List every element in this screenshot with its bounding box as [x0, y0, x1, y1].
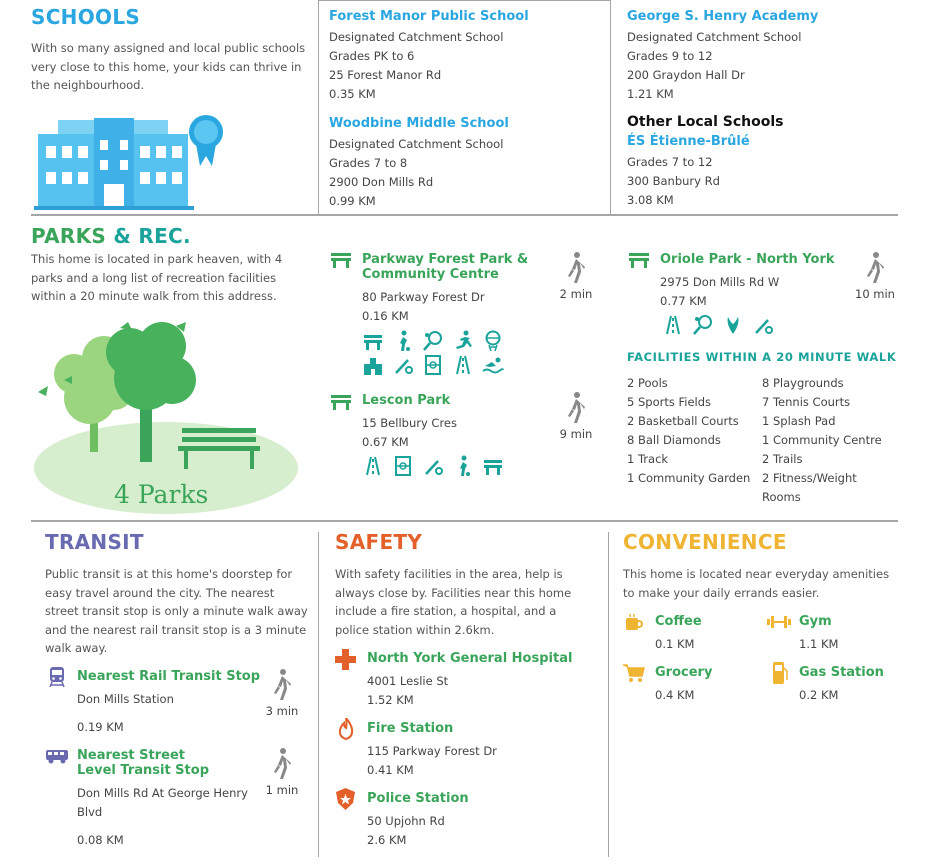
tennis-icon — [692, 314, 714, 336]
walking-person-icon — [566, 252, 586, 284]
column-divider — [610, 0, 611, 216]
facility-icons — [662, 314, 774, 336]
safety-title: SAFETY — [335, 530, 423, 554]
convenience-title: CONVENIENCE — [623, 530, 787, 554]
convenience-name[interactable]: Grocery — [655, 665, 713, 680]
walk-time-label: 1 min — [265, 783, 299, 797]
ball-diamond-icon — [422, 455, 444, 477]
parks-title-rec: & REC. — [113, 224, 191, 248]
safety-distance: 1.52 KM — [367, 693, 414, 707]
school-entry — [627, 9, 907, 104]
convenience-entry — [799, 665, 909, 705]
walk-time — [854, 252, 896, 301]
school-building-icon — [34, 110, 229, 210]
school-distance: 0.99 KM — [329, 194, 376, 208]
bench-icon — [629, 253, 649, 268]
facility-item: 1 Community Centre — [762, 433, 882, 447]
street-transit-stop — [77, 748, 262, 850]
community-centre-icon — [362, 354, 384, 376]
facility-item: 7 Tennis Courts — [762, 395, 851, 409]
facilities-list-left — [627, 374, 757, 488]
parks-count: 4 Parks — [114, 480, 209, 509]
bench-icon — [482, 455, 504, 477]
safety-entry — [367, 791, 587, 850]
safety-description: With safety facilities in the area, help is always close by. Facilities near this home include a fire station, a hospital, and a police station within 2.6km. — [335, 567, 572, 637]
section-divider — [31, 214, 898, 216]
top-divider — [318, 0, 610, 1]
walk-time-label: 10 min — [855, 287, 895, 301]
walk-time-label: 9 min — [559, 427, 593, 441]
park-entry — [362, 393, 537, 452]
fire-icon — [338, 718, 354, 740]
facility-item: 1 Track — [627, 452, 669, 466]
schools-description: With so many assigned and local public schools very close to this home, your kids can thrive in the neighbourhood. — [31, 41, 306, 92]
facility-icons — [362, 455, 504, 477]
park-address: 15 Bellbury Cres — [362, 416, 457, 430]
bus-icon — [46, 750, 68, 764]
school-address: 200 Graydon Hall Dr — [627, 68, 745, 82]
park-entry — [660, 252, 840, 311]
school-entry — [329, 9, 599, 104]
park-distance: 0.77 KM — [660, 294, 707, 308]
basketball-icon — [482, 330, 504, 352]
column-divider — [318, 0, 319, 216]
facility-item: 2 Trails — [762, 452, 803, 466]
safety-entry — [367, 651, 587, 710]
transit-title: TRANSIT — [45, 530, 144, 554]
facility-item: 2 Basketball Courts — [627, 414, 739, 428]
schools-title: SCHOOLS — [31, 5, 141, 29]
convenience-distance: 1.1 KM — [799, 637, 839, 651]
soccer-player-icon — [452, 455, 474, 477]
convenience-entry — [799, 614, 899, 654]
train-icon — [49, 667, 65, 687]
park-entry — [362, 252, 537, 326]
trail-icon — [452, 354, 474, 376]
rail-station-name: Don Mills Station — [77, 692, 174, 706]
ball-diamond-icon — [752, 314, 774, 336]
safety-address: 50 Upjohn Rd — [367, 814, 445, 828]
school-distance: 0.35 KM — [329, 87, 376, 101]
park-distance: 0.67 KM — [362, 435, 409, 449]
school-distance: 3.08 KM — [627, 193, 674, 207]
hospital-cross-icon — [335, 649, 356, 670]
walking-person-icon — [272, 748, 292, 780]
school-type: Designated Catchment School — [627, 30, 802, 44]
safety-address: 115 Parkway Forest Dr — [367, 744, 497, 758]
park-address: 2975 Don Mills Rd W — [660, 275, 780, 289]
facility-icons — [362, 354, 504, 376]
park-name[interactable]: Parkway Forest Park & Community Centre — [362, 252, 529, 282]
park-distance: 0.16 KM — [362, 309, 409, 323]
convenience-name[interactable]: Gym — [799, 614, 832, 629]
convenience-entry — [655, 665, 755, 705]
street-stop-name: Don Mills Rd At George Henry Blvd — [77, 786, 248, 819]
police-badge-icon — [336, 788, 355, 810]
gym-icon — [767, 616, 791, 628]
facility-item: 2 Pools — [627, 376, 668, 390]
walking-person-icon — [566, 392, 586, 424]
school-type: Designated Catchment School — [329, 30, 504, 44]
street-transit-label[interactable]: Nearest Street Level Transit Stop — [77, 748, 209, 778]
parks-description: This home is located in park heaven, with 4 parks and a long list of recreation facilities within a 20 minute walk from this address. — [31, 252, 283, 303]
bench-icon — [331, 253, 351, 268]
convenience-name[interactable]: Gas Station — [799, 665, 884, 680]
walk-time — [556, 392, 596, 441]
safety-distance: 2.6 KM — [367, 833, 407, 847]
facility-icons — [362, 330, 504, 352]
swimming-icon — [482, 354, 504, 376]
school-distance: 1.21 KM — [627, 87, 674, 101]
bench-icon — [331, 395, 351, 410]
trail-icon — [662, 314, 684, 336]
trail-icon — [362, 455, 384, 477]
facility-item: 5 Sports Fields — [627, 395, 712, 409]
ball-diamond-icon — [392, 354, 414, 376]
facilities-list-right — [762, 374, 892, 507]
column-divider — [608, 532, 609, 857]
safety-name[interactable]: North York General Hospital — [367, 651, 573, 666]
safety-name[interactable]: Police Station — [367, 791, 469, 806]
sports-field-icon — [392, 455, 414, 477]
school-name[interactable]: ÉS Étienne-Brûlé — [627, 134, 750, 149]
school-address: 300 Banbury Rd — [627, 174, 720, 188]
walk-time — [556, 252, 596, 301]
safety-address: 4001 Leslie St — [367, 674, 449, 688]
school-grades: Grades 7 to 8 — [329, 156, 408, 170]
safety-distance: 0.41 KM — [367, 763, 414, 777]
safety-entry — [367, 721, 587, 780]
street-distance: 0.08 KM — [77, 833, 124, 847]
column-divider — [318, 532, 319, 857]
convenience-distance: 0.4 KM — [655, 688, 695, 702]
school-type: Designated Catchment School — [329, 137, 504, 151]
walking-person-icon — [272, 669, 292, 701]
school-grades: Grades PK to 6 — [329, 49, 415, 63]
rail-transit-stop — [77, 669, 267, 737]
walk-time — [262, 669, 302, 718]
walking-person-icon — [865, 252, 885, 284]
parks-title-main: PARKS — [31, 224, 107, 248]
safety-name[interactable]: Fire Station — [367, 721, 454, 736]
school-name[interactable]: George S. Henry Academy — [627, 9, 819, 24]
rail-transit-label[interactable]: Nearest Rail Transit Stop — [77, 669, 261, 684]
convenience-distance: 0.2 KM — [799, 688, 839, 702]
facility-item: 1 Community Garden — [627, 471, 751, 485]
parks-title — [31, 224, 191, 248]
park-name[interactable]: Oriole Park - North York — [660, 252, 835, 267]
soccer-player-icon — [392, 330, 414, 352]
park-address: 80 Parkway Forest Dr — [362, 290, 485, 304]
convenience-distance: 0.1 KM — [655, 637, 695, 651]
track-runner-icon — [452, 330, 474, 352]
school-entry — [329, 116, 599, 211]
facility-item: 1 Splash Pad — [762, 414, 836, 428]
school-grades: Grades 7 to 12 — [627, 155, 713, 169]
gas-station-icon — [772, 662, 788, 684]
grocery-cart-icon — [623, 664, 645, 682]
coffee-icon — [625, 614, 643, 632]
bench-icon — [362, 330, 384, 352]
transit-description: Public transit is at this home's doorstep for easy travel around the city. The nearest street transit stop is only a minute walk away and the nearest rail transit stop is a 3 minute walk away. — [45, 567, 308, 655]
tennis-icon — [422, 330, 444, 352]
school-name[interactable]: Forest Manor Public School — [329, 9, 529, 24]
walk-time-label: 3 min — [265, 704, 299, 718]
convenience-description: This home is located near everyday amenities to make your daily errands easier. — [623, 567, 890, 600]
convenience-entry — [655, 614, 755, 654]
rail-distance: 0.19 KM — [77, 720, 124, 734]
splash-pad-icon — [722, 314, 744, 336]
section-divider — [31, 520, 898, 522]
school-name[interactable]: Woodbine Middle School — [329, 116, 509, 131]
park-name[interactable]: Lescon Park — [362, 393, 451, 408]
sports-field-icon — [422, 354, 444, 376]
facilities-title: FACILITIES WITHIN A 20 MINUTE WALK — [627, 350, 897, 364]
other-schools — [627, 114, 907, 210]
facility-item: 8 Ball Diamonds — [627, 433, 721, 447]
school-address: 2900 Don Mills Rd — [329, 175, 434, 189]
facility-item: 2 Fitness/Weight Rooms — [762, 471, 857, 504]
other-schools-title: Other Local Schools — [627, 114, 784, 130]
walk-time-label: 2 min — [559, 287, 593, 301]
school-address: 25 Forest Manor Rd — [329, 68, 442, 82]
walk-time — [262, 748, 302, 797]
school-grades: Grades 9 to 12 — [627, 49, 713, 63]
convenience-name[interactable]: Coffee — [655, 614, 702, 629]
facility-item: 8 Playgrounds — [762, 376, 844, 390]
